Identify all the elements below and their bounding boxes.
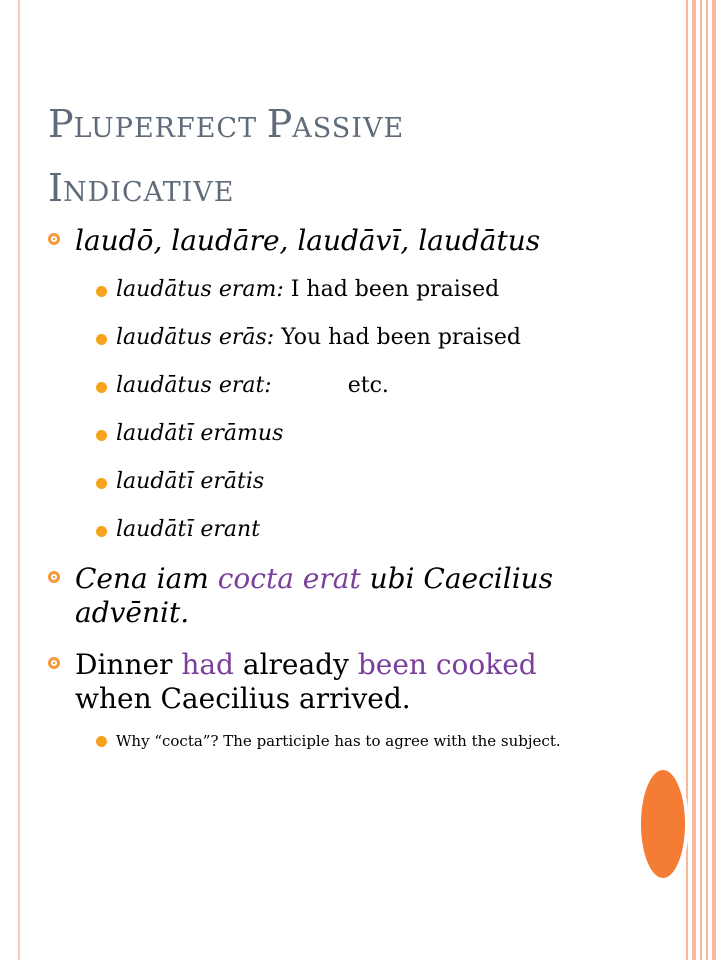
ring-bullet-icon [48,657,60,669]
title-line-1 [48,96,608,160]
dot-bullet-icon [96,736,107,747]
sentence-text: when Caecilius arrived. [75,682,411,715]
highlighted-verb: cocta erat [217,562,361,595]
title-cap: P [48,102,74,146]
conjugation-item [48,420,618,448]
dot-bullet-icon [96,334,107,345]
conjugation-item [48,372,618,400]
decorative-stripes [684,0,720,960]
sentence-text: already [233,648,358,681]
stripe [692,0,696,960]
stripe [712,0,716,960]
english-meaning: You had been praised [274,325,521,350]
english-meaning: I had been praised [283,277,500,302]
left-border-line [18,0,20,960]
slide-content [48,224,618,763]
dot-bullet-icon [96,286,107,297]
latin-sentence-item [48,562,618,630]
latin-sentence [75,562,553,629]
latin-form: laudātus erās: [116,325,275,350]
dot-bullet-icon [96,478,107,489]
slide-title [48,96,608,224]
latin-form: laudātī erāmus [116,421,284,446]
title-smallcaps: ASSIVE [292,113,405,144]
title-smallcaps: NDICATIVE [63,177,235,208]
sentence-text: Dinner [75,648,182,681]
dot-bullet-icon [96,430,107,441]
conjugation-item [48,324,618,352]
english-sentence-item [48,648,618,716]
principal-parts-item [48,224,618,258]
title-smallcaps: LUPERFECT [73,113,267,144]
dot-bullet-icon [96,526,107,537]
stripe [686,0,688,960]
english-meaning: etc. [347,373,389,398]
highlighted-verb: been cooked [357,648,537,681]
conjugation-item [48,276,618,304]
note-text: Why “cocta”? The participle has to agree with the subject. [116,732,561,750]
latin-form: laudātī erātis [116,469,265,494]
conjugation-item [48,468,618,496]
dot-bullet-icon [96,382,107,393]
principal-parts-text: laudō, laudāre, laudāvī, laudātus [75,224,541,257]
sentence-text: Cena iam [75,562,218,595]
note-item [48,730,618,753]
latin-form: laudātus eram: [116,277,284,302]
ring-bullet-icon [48,571,60,583]
stripe [700,0,702,960]
stripe [706,0,708,960]
decorative-oval [641,770,685,878]
highlighted-verb: had [181,648,234,681]
title-line-2 [48,160,608,224]
ring-bullet-icon [48,233,60,245]
sentence-text: ubi Caecilius advēnit. [75,562,554,629]
english-sentence [75,648,537,715]
latin-form: laudātī erant [116,517,261,542]
title-cap: P [266,102,293,146]
latin-form: laudātus erat: [116,373,272,398]
conjugation-item [48,516,618,544]
title-cap: I [48,166,64,210]
